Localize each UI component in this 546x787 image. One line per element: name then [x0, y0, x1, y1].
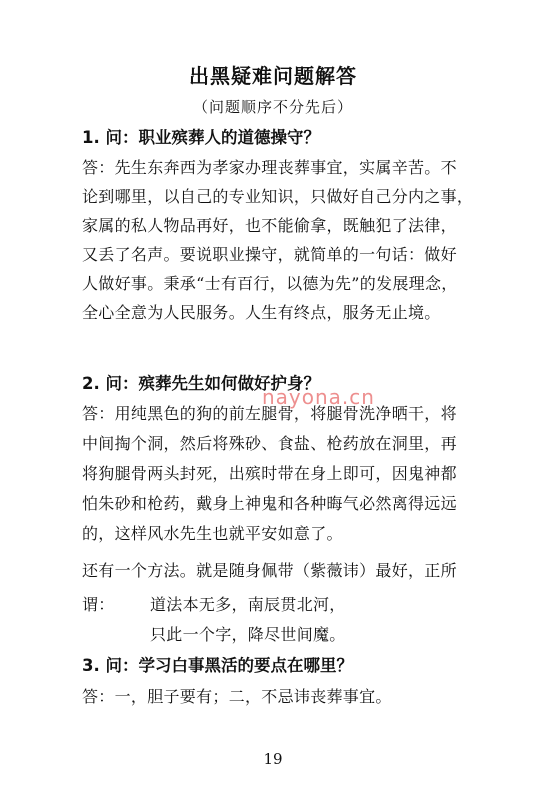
- question-3-heading: 3. 问：学习白事黑活的要点在哪里？: [82, 656, 353, 675]
- answer-2-verse-label: 谓：: [82, 595, 115, 614]
- answer-2-line-5: 的，这样风水先生也就平安如意了。: [82, 524, 343, 543]
- answer-1-line-6: 全心全意为人民服务。人生有终点，服务无止境。: [82, 303, 441, 322]
- answer-3-line-1: 答：一，胆子要有；二，不忌讳丧葬事宜。: [82, 687, 392, 706]
- page-number: 19: [263, 750, 283, 768]
- answer-1-line-2: 论到哪里，以自己的专业知识，只做好自己分内之事，: [82, 187, 474, 206]
- answer-1-line-3: 家属的私人物品再好，也不能偷拿，既触犯了法律，: [82, 216, 457, 235]
- answer-1-line-1: 答：先生东奔西为孝家办理丧葬事宜，实属辛苦。不: [82, 158, 457, 177]
- watermark: nayona.cn: [262, 385, 375, 409]
- answer-2-line-1: 答：用纯黑色的狗的前左腿骨，将腿骨洗净晒干，将: [82, 404, 457, 423]
- answer-1-line-4: 又丢了名声。要说职业操守，就简单的一句话：做好: [82, 245, 457, 264]
- answer-2-verse-line-1: 道法本无多，南辰贯北河，: [150, 595, 346, 614]
- answer-2-line-2: 中间掏个洞，然后将殊砂、食盐、枪药放在洞里，再: [82, 434, 457, 453]
- page-subtitle: （问题顺序不分先后）: [192, 98, 353, 116]
- answer-1-line-5: 人做好事。秉承“士有百行，以德为先”的发展理念，: [82, 274, 458, 293]
- page-title: 出黑疑难问题解答: [189, 64, 357, 88]
- answer-2-verse-line-2: 只此一个字，降尽世间魔。: [150, 625, 346, 644]
- answer-2-line-4: 怕朱砂和枪药，戴身上神鬼和各种晦气必然离得远远: [82, 494, 457, 513]
- question-2-heading: 2. 问：殡葬先生如何做好护身？: [82, 374, 320, 393]
- answer-2-line-3: 将狗腿骨两头封死，出殡时带在身上即可，因鬼神都: [82, 464, 457, 483]
- answer-2-line-6: 还有一个方法。就是随身佩带（紫薇讳）最好，正所: [82, 561, 457, 580]
- question-1-heading: 1. 问：职业殡葬人的道德操守？: [82, 128, 320, 147]
